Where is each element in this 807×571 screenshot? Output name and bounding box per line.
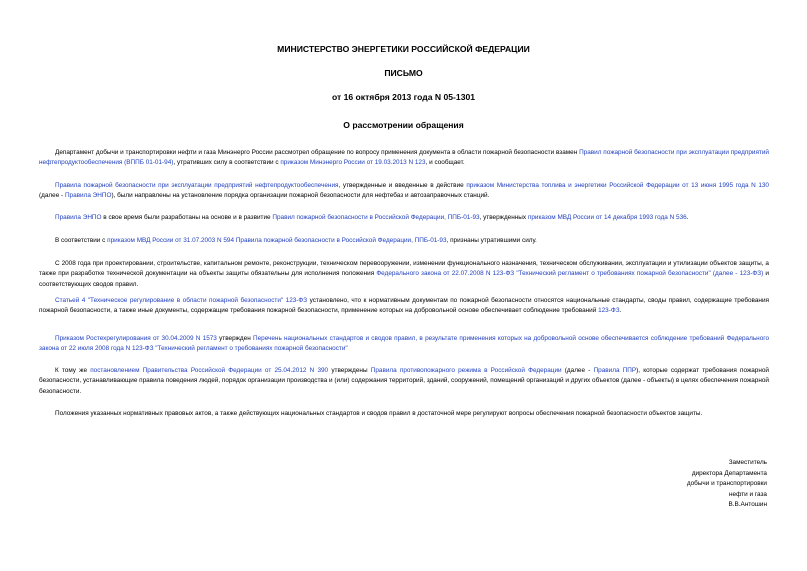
paragraph-text: К тому же xyxy=(55,367,91,374)
paragraph-text: , утративших силу в соответствии с xyxy=(173,159,281,167)
document-date-number: от 16 октября 2013 года N 05-1301 xyxy=(331,92,476,102)
link-mvd-order-536[interactable]: приказом МВД России от 14 декабря 1993 года N 536 xyxy=(527,214,687,221)
link-federal-law-123fz[interactable]: Федерального закона от 22.07.2008 N 123-ФЗ "Технический регламент о требованиях пожарной безопасности" (далее - 123-ФЗ) xyxy=(376,270,764,278)
paragraph-text: ), были направлены на установление порядка организации пожарной безопасности для нефтебаз и автозаправочных станций. xyxy=(111,192,490,200)
paragraph-text: в свое время были разработаны на основе и в развитие xyxy=(101,214,273,221)
paragraph-1 xyxy=(39,148,769,169)
link-minenergo-order-123[interactable]: приказом Минэнерго России от 19.03.2013 N 123 xyxy=(280,159,426,167)
paragraph-8 xyxy=(39,366,769,397)
paragraph-text: Департамент добычи и транспортировки нефти и газа Минэнерго России рассмотрел обращение по вопросу применения документа в области пожарной безопасности взамен xyxy=(55,149,580,156)
paragraph-text: (далее - xyxy=(561,367,594,374)
paragraph-text: , утвержденные и введенные в действие xyxy=(338,182,467,189)
link-mintopenergo-order-130[interactable]: приказом Министерства топлива и энергетики Российской Федерации от 13 июня 1995 года N 130 xyxy=(466,182,769,189)
document-type: ПИСЬМО xyxy=(384,68,423,78)
paragraph-4 xyxy=(39,236,769,246)
paragraph-text: В соответствии с xyxy=(55,237,108,244)
paragraph-text: ), которые содержат требования пожарной безопасности, устанавливающие правила поведения людей, порядок организации производства и (или) содержания территорий, зданий, сооружений, помещений организаций и других объектов (далее - объекты) в целях обеспечения пожарной безопасности. xyxy=(39,367,769,395)
link-ppr-rules[interactable]: Правила ППР xyxy=(593,367,637,374)
link-ppb-01-93[interactable]: Правила пожарной безопасности в Российской Федерации, ППБ-01-93 xyxy=(235,237,447,244)
signature-line: нефти и газа xyxy=(729,490,767,498)
paragraph-text: утвержден xyxy=(216,335,253,342)
paragraph-text: утверждены xyxy=(328,367,371,374)
link-fire-safety-rules[interactable]: Правила пожарной безопасности при эксплуатации предприятий нефтепродуктообеспечения xyxy=(55,182,339,189)
paragraph-3 xyxy=(39,213,769,223)
paragraph-text: , признаны утратившими силу. xyxy=(446,237,537,244)
link-mvd-order-594[interactable]: приказом МВД России от 31.07.2003 N 594 xyxy=(107,237,235,244)
link-enpo-rules[interactable]: Правила ЭНПО xyxy=(64,192,112,200)
signature-line: Заместитель xyxy=(728,459,767,466)
signatory-name: В.В.Антошин xyxy=(728,501,767,509)
paragraph-text: Положения указанных нормативных правовых актов, а также действующих национальных стандартов и сводов правил в достаточной мере регулируют вопросы обеспечения пожарной безопасности объектов защиты. xyxy=(55,410,703,417)
paragraph-text: установлено, что к нормативным документам по пожарной безопасности относятся национальные стандарты, своды правил, содержащие требования пожарной безопасности, а также иные документы, содержащие требования пожарной безопасности, применение которых на добровольной основе обеспечивает соблюдение требований xyxy=(39,297,769,315)
link-government-decree-390[interactable]: постановлением Правительства Российской Федерации от 25.04.2012 N 390 xyxy=(90,367,329,374)
paragraph-text: С 2008 года при проектировании, строительстве, капитальном ремонте, реконструкции, техническом перевооружении, изменении функционального назначения, техническом обслуживании, эксплуатации и утилизации объектов защиты, а также при разработке технической документации на объекты защиты обязательны для исполнения положения xyxy=(39,260,769,278)
paragraph-6 xyxy=(39,296,769,317)
paragraph-text: . xyxy=(619,307,622,315)
link-ppb-01-93[interactable]: Правил пожарной безопасности в Российской Федерации, ППБ-01-93 xyxy=(272,214,480,221)
link-123fz[interactable]: 123-ФЗ xyxy=(598,307,620,315)
link-article-4[interactable]: Статьей 4 "Техническое регулирование в области пожарной безопасности" 123-ФЗ xyxy=(55,297,308,304)
ministry-title: МИНИСТЕРСТВО ЭНЕРГЕТИКИ РОССИЙСКОЙ ФЕДЕРАЦИИ xyxy=(277,44,530,54)
document-subject: О рассмотрении обращения xyxy=(343,120,464,130)
paragraph-7 xyxy=(39,334,769,355)
paragraph-5 xyxy=(39,259,769,290)
paragraph-text: , и сообщает. xyxy=(425,159,465,167)
paragraph-text: (далее - xyxy=(39,192,65,200)
link-enpo-rules[interactable]: Правила ЭНПО xyxy=(55,214,102,221)
signature-line: добычи и транспортировки xyxy=(686,480,767,488)
link-fire-regime-rules[interactable]: Правила противопожарного режима в Российской Федерации xyxy=(370,367,562,374)
link-vppb-rules[interactable]: Правил пожарной безопасности при эксплуатации предприятий нефтепродуктообеспечения (ВППБ 01-01-94) xyxy=(39,149,769,167)
signature-block xyxy=(687,458,767,511)
paragraph-2 xyxy=(39,181,769,202)
signature-line: директора Департамента xyxy=(691,469,767,477)
link-rosstandart-order-1573[interactable]: Приказом Ростехрегулирования от 30.04.2009 N 1573 xyxy=(55,335,217,342)
paragraph-text: и соответствующих сводов правил. xyxy=(39,270,769,288)
paragraph-9 xyxy=(39,409,769,419)
link-standards-list[interactable]: Перечень национальных стандартов и сводов правил, в результате применения которых на добровольной основе обеспечивается соблюдение требований Федерального закона от 22 июля 2008 года N 123-ФЗ "Технический регламент о требованиях пожарной безопасности" xyxy=(39,335,769,353)
paragraph-text: . xyxy=(686,214,689,221)
paragraph-text: , утвержденных xyxy=(479,214,528,221)
